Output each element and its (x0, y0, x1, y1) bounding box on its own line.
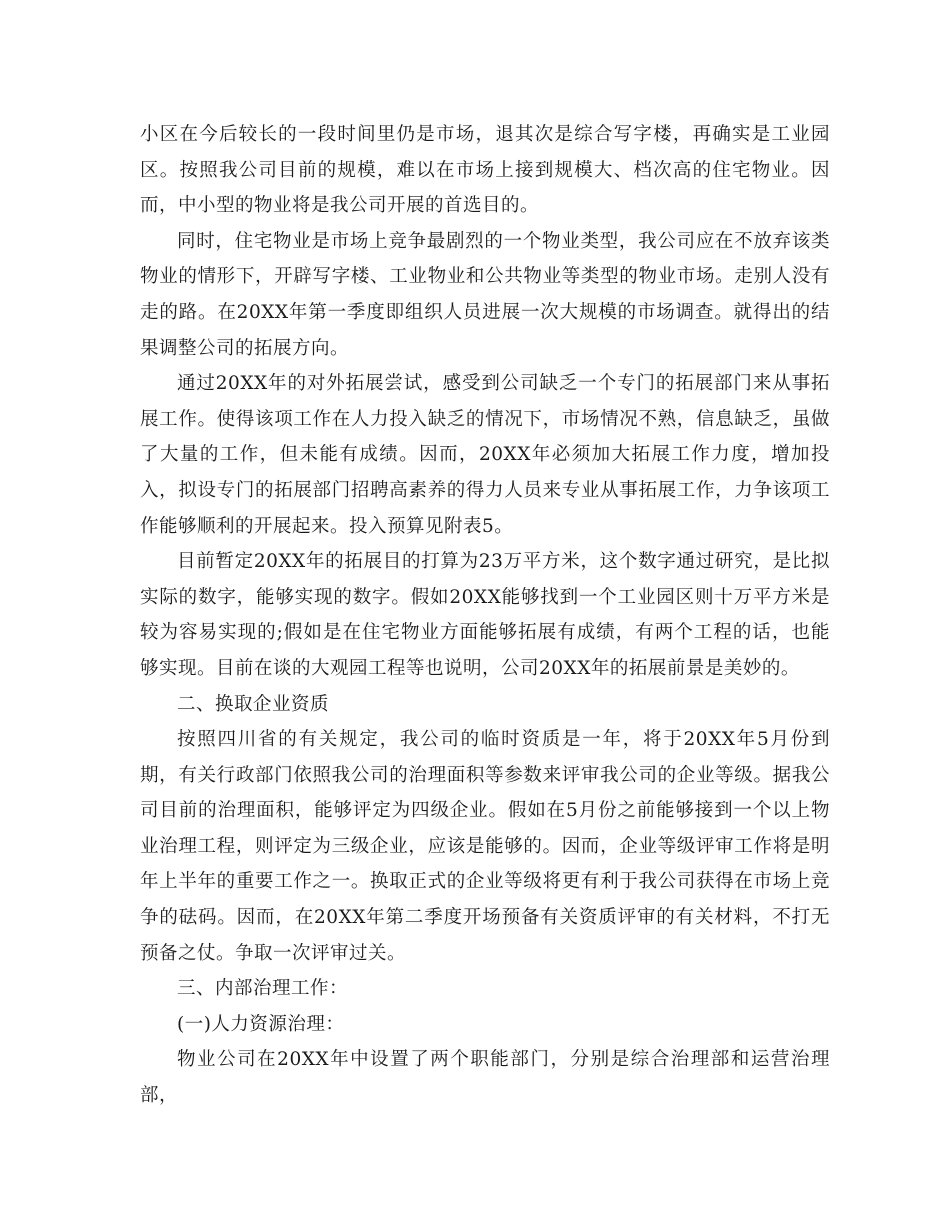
document-body (140, 117, 830, 1114)
paragraph-5: 按照四川省的有关规定，我公司的临时资质是一年，将于20XX年5月份到期，有关行政部门依照我公司的治理面积等参数来评审我公司的企业等级。据我公司目前的治理面积，能够评定为四级企业。假如在5月份之前能够接到一个以上物业治理工程，则评定为三级企业，应该是能够的。因而，企业等级评审工作将是明年上半年的重要工作之一。换取正式的企业等级将更有利于我公司获得在市场上竞争的砝码。因而，在20XX年第二季度开场预备有关资质评审的有关材料，不打无预备之仗。争取一次评审过关。 (140, 729, 830, 964)
subsection-heading-1: (一)人力资源治理： (177, 1013, 345, 1035)
paragraph-6: 物业公司在20XX年中设置了两个职能部门，分别是综合治理部和运营治理部， (140, 1049, 830, 1107)
paragraph-3: 通过20XX年的对外拓展尝试，感受到公司缺乏一个专门的拓展部门来从事拓展工作。使得该项工作在人力投入缺乏的情况下，市场情况不熟，信息缺乏，虽做了大量的工作，但未能有成绩。因而，20XX年必须加大拓展工作力度，增加投入，拟设专门的拓展部门招聘高素养的得力人员来专业从事拓展工作，力争该项工作能够顺利的开展起来。投入预算见附表5。 (140, 373, 830, 537)
paragraph-4: 目前暂定20XX年的拓展目的打算为23万平方米，这个数字通过研究，是比拟实际的数字，能够实现的数字。假如20XX能够找到一个工业园区则十万平方米是较为容易实现的;假如是在住宅物业方面能够拓展有成绩，有两个工程的话，也能够实现。目前在谈的大观园工程等也说明，公司20XX年的拓展前景是美妙的。 (140, 551, 830, 679)
paragraph-1: 小区在今后较长的一段时间里仍是市场，退其次是综合写字楼，再确实是工业园区。按照我公司目前的规模，难以在市场上接到规模大、档次高的住宅物业。因而，中小型的物业将是我公司开展的首选目的。 (140, 124, 830, 217)
section-heading-2: 二、换取企业资质 (177, 693, 330, 715)
section-heading-3: 三、内部治理工作： (177, 978, 349, 1000)
paragraph-2: 同时，住宅物业是市场上竞争最剧烈的一个物业类型，我公司应在不放弃该类物业的情形下，开辟写字楼、工业物业和公共物业等类型的物业市场。走别人没有走的路。在20XX年第一季度即组织人员进展一次大规模的市场调查。就得出的结果调整公司的拓展方向。 (140, 230, 830, 359)
